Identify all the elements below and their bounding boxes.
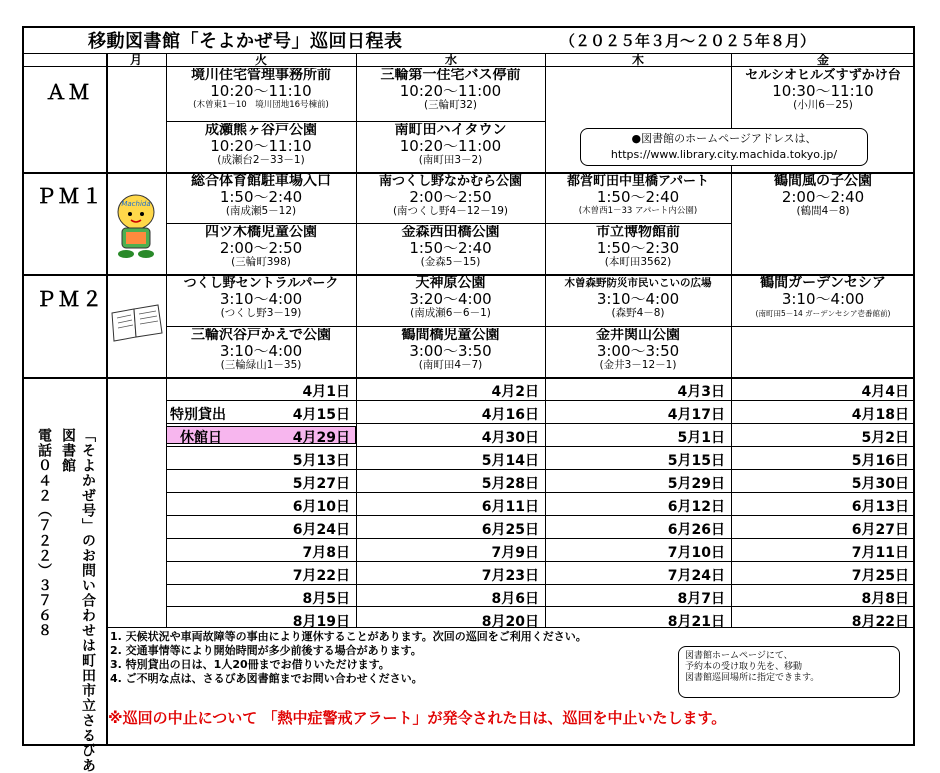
mascot-label: Machida bbox=[121, 200, 151, 208]
header-bottom-line bbox=[22, 66, 915, 67]
stop-time: 2:00～2:50 bbox=[219, 239, 303, 257]
note-item: 3. 特別貸出の日は、1人20冊までお借りいただけます。 bbox=[110, 658, 390, 671]
day-header-tue: 火 bbox=[254, 53, 267, 67]
date-wed: 6月25日 bbox=[481, 522, 539, 538]
slot-pm1: ＰＭ１ bbox=[36, 184, 105, 208]
stop-address: (金井3－12－1) bbox=[599, 359, 677, 371]
stop-am-fri-1 bbox=[731, 68, 915, 112]
stop-name: 四ツ木橋児童公園 bbox=[205, 225, 317, 240]
stop-address: (小川6－25) bbox=[793, 99, 853, 111]
date-tue: 5月27日 bbox=[292, 476, 350, 492]
heat-alert-notice: ※巡回の中止について 「熱中症警戒アラート」が発令された日は、巡回を中止いたします。 bbox=[108, 709, 727, 727]
stop-time: 3:10～4:00 bbox=[781, 290, 865, 308]
homepage-url[interactable]: https://www.library.city.machida.tokyo.jp/ bbox=[610, 148, 838, 161]
stop-name: 南つくし野なかむら公園 bbox=[378, 174, 522, 189]
stop-address: (南町田4－7) bbox=[418, 359, 483, 371]
stop-address: (三輪町32) bbox=[423, 99, 478, 111]
stop-pm1-tue-1 bbox=[166, 174, 356, 218]
stop-am-wed-1 bbox=[356, 68, 545, 112]
date-fri: 5月2日 bbox=[861, 430, 909, 446]
mascot-icon bbox=[112, 190, 160, 260]
day-header-fri: 金 bbox=[816, 53, 829, 67]
slot-am: ＡＭ bbox=[46, 80, 92, 104]
stop-name: 市立博物館前 bbox=[596, 225, 680, 240]
date-wed: 4月16日 bbox=[481, 407, 539, 423]
stop-pm1-wed-1 bbox=[356, 174, 545, 218]
stop-name: 鶴間橋児童公園 bbox=[401, 328, 500, 343]
date-wed: 8月20日 bbox=[481, 614, 539, 630]
stop-name: 成瀬熊ヶ谷戸公園 bbox=[205, 123, 317, 138]
date-thu: 8月21日 bbox=[667, 614, 725, 630]
contact-phone: 電話０４２（７２２）３７６８ bbox=[36, 428, 52, 638]
label-column-line bbox=[106, 53, 108, 746]
date-thu: 4月17日 bbox=[667, 407, 725, 423]
pm1-split-line bbox=[166, 223, 732, 224]
stop-time: 10:20～11:00 bbox=[399, 137, 502, 155]
pm2-split-line bbox=[166, 326, 915, 327]
stop-time: 1:50～2:30 bbox=[596, 239, 680, 257]
stop-address: (南成瀬5－12) bbox=[225, 205, 297, 217]
date-thu: 8月7日 bbox=[677, 591, 725, 607]
open-book-icon bbox=[108, 303, 164, 343]
contact-inquiry: 「そよかぜ号」のお問い合わせは町田市立さるびあ図書館 bbox=[60, 428, 96, 773]
stop-time: 3:10～4:00 bbox=[596, 290, 680, 308]
stop-time: 10:20～11:10 bbox=[210, 82, 312, 100]
date-fri: 8月8日 bbox=[861, 591, 909, 607]
date-tue: 6月24日 bbox=[292, 522, 350, 538]
notes-list bbox=[110, 630, 587, 686]
stop-pm2-wed-1 bbox=[356, 276, 545, 320]
pm2-dates-divider bbox=[22, 377, 915, 379]
date-tue: 4月29日 bbox=[292, 430, 350, 446]
stop-address: (森野4－8) bbox=[611, 307, 665, 319]
date-thu: 7月24日 bbox=[667, 568, 725, 584]
stop-pm1-wed-2 bbox=[356, 225, 545, 269]
date-wed: 5月28日 bbox=[481, 476, 539, 492]
stop-name: 鶴間ガーデンセシア bbox=[760, 276, 886, 291]
stop-name: 三輪第一住宅バス停前 bbox=[380, 68, 521, 83]
stop-time: 3:00～3:50 bbox=[596, 342, 680, 360]
date-wed: 7月23日 bbox=[481, 568, 539, 584]
stop-pm2-thu-2 bbox=[545, 328, 731, 372]
date-fri: 8月22日 bbox=[851, 614, 909, 630]
date-thu: 7月10日 bbox=[667, 545, 725, 561]
date-tue: 4月15日 bbox=[292, 407, 350, 423]
date-tue: 7月8日 bbox=[302, 545, 350, 561]
stop-time: 3:10～4:00 bbox=[219, 290, 303, 308]
reservation-line: 図書館ホームページにて、 bbox=[685, 651, 793, 661]
stop-time: 3:10～4:00 bbox=[219, 342, 303, 360]
page-title: 移動図書館「そよかぜ号」巡回日程表 bbox=[88, 31, 403, 52]
stop-time: 3:00～3:50 bbox=[409, 342, 492, 360]
date-fri: 7月11日 bbox=[851, 545, 909, 561]
stop-pm1-fri-1 bbox=[731, 174, 915, 218]
stop-time: 2:00～2:40 bbox=[781, 188, 865, 206]
date-tue: 8月19日 bbox=[292, 614, 350, 630]
date-fri: 5月16日 bbox=[851, 453, 909, 469]
stop-name: 鶴間風の子公園 bbox=[774, 174, 872, 189]
stop-pm1-tue-2 bbox=[166, 225, 356, 269]
stop-am-tue-1 bbox=[166, 68, 356, 112]
stop-time: 10:30～11:10 bbox=[772, 82, 874, 100]
date-tue: 6月10日 bbox=[292, 499, 350, 515]
stop-address: (木曽東1－10 境川団地16号棟前) bbox=[193, 100, 329, 110]
day-header-wed: 水 bbox=[444, 53, 457, 67]
stop-am-tue-2 bbox=[166, 123, 356, 167]
date-thu: 5月29日 bbox=[667, 476, 725, 492]
day-header-thu: 木 bbox=[631, 53, 644, 67]
stop-address: (南成瀬6－6－1) bbox=[410, 307, 491, 319]
stop-pm2-fri-1 bbox=[731, 276, 915, 320]
stop-address: (南町田5－14 ガーデンセシア壱番館前) bbox=[755, 309, 891, 318]
stop-name: 南町田ハイタウン bbox=[394, 123, 507, 138]
date-fri: 7月25日 bbox=[851, 568, 909, 584]
schedule-period: （２０２５年３月～２０２５年８月） bbox=[560, 32, 816, 50]
date-wed: 4月30日 bbox=[481, 430, 539, 446]
stop-am-wed-2 bbox=[356, 123, 545, 167]
stop-time: 1:50～2:40 bbox=[596, 188, 680, 206]
stop-time: 1:50～2:40 bbox=[219, 188, 303, 206]
stop-name: 総合体育館駐車場入口 bbox=[191, 174, 331, 189]
reservation-callout bbox=[678, 646, 900, 698]
stop-address: (つくし野3－19) bbox=[220, 307, 302, 319]
reservation-line: 図書館巡回場所に指定できます。 bbox=[685, 673, 820, 683]
closed-day-label: 休館日 bbox=[180, 430, 222, 446]
stop-pm1-thu-1 bbox=[545, 174, 731, 218]
stop-pm1-thu-2 bbox=[545, 225, 731, 269]
slot-pm2: ＰＭ２ bbox=[36, 287, 105, 311]
date-tue: 8月5日 bbox=[302, 591, 350, 607]
stop-address: (金森5－15) bbox=[420, 256, 481, 268]
stop-address: (鶴間4－8) bbox=[796, 205, 850, 217]
stop-name: 天神原公園 bbox=[415, 276, 486, 291]
date-thu: 5月15日 bbox=[667, 453, 725, 469]
day-header-mon: 月 bbox=[129, 53, 142, 67]
date-fri: 5月30日 bbox=[851, 476, 909, 492]
date-thu: 6月26日 bbox=[667, 522, 725, 538]
date-fri: 6月13日 bbox=[851, 499, 909, 515]
stop-name: 境川住宅管理事務所前 bbox=[191, 68, 331, 83]
stop-address: (南町田3－2) bbox=[418, 154, 483, 166]
stop-time: 1:50～2:40 bbox=[409, 239, 492, 257]
date-fri: 4月4日 bbox=[861, 384, 909, 400]
stop-address: (木曽西1－33 アパート内公園) bbox=[578, 206, 698, 216]
stop-time: 10:20～11:00 bbox=[399, 82, 502, 100]
homepage-callout-line1: ●図書館のホームページアドレスは、 bbox=[631, 132, 817, 145]
date-thu: 6月12日 bbox=[667, 499, 725, 515]
stop-name: 木曽森野防災市民いこいの広場 bbox=[564, 277, 712, 289]
note-item: 1. 天候状況や車両故障等の事由により運休することがあります。次回の巡回をご利用ください。 bbox=[110, 630, 587, 643]
date-wed: 6月11日 bbox=[481, 499, 539, 515]
stop-address: (本町田3562) bbox=[604, 256, 672, 268]
stop-address: (成瀬台2－33－1) bbox=[217, 154, 305, 166]
stop-time: 10:20～11:10 bbox=[210, 137, 312, 155]
note-item: 4. ご不明な点は、さるびあ図書館までお問い合わせください。 bbox=[110, 672, 423, 685]
stop-address: (三輪緑山1－35) bbox=[220, 359, 302, 371]
date-fri: 6月27日 bbox=[851, 522, 909, 538]
stop-pm2-tue-1 bbox=[166, 276, 356, 320]
date-thu: 5月1日 bbox=[677, 430, 725, 446]
reservation-line: 予約本の受け取り先を、移動 bbox=[685, 662, 803, 672]
stop-address: (南つくし野4－12－19) bbox=[392, 205, 509, 217]
date-wed: 5月14日 bbox=[481, 453, 539, 469]
stop-address: (三輪町398) bbox=[231, 256, 291, 268]
special-lending-label: 特別貸出 bbox=[170, 407, 226, 423]
stop-name: 三輪沢谷戸かえで公園 bbox=[191, 328, 331, 343]
stop-name: セルシオヒルズすずかけ台 bbox=[745, 68, 901, 83]
note-item: 2. 交通事情等により開始時間が多少前後する場合があります。 bbox=[110, 644, 422, 657]
stop-name: 金森西田橋公園 bbox=[401, 225, 500, 240]
date-thu: 4月3日 bbox=[677, 384, 725, 400]
date-tue: 5月13日 bbox=[292, 453, 350, 469]
stop-pm2-tue-2 bbox=[166, 328, 356, 372]
date-tue: 7月22日 bbox=[292, 568, 350, 584]
stop-name: つくし野セントラルパーク bbox=[183, 276, 339, 291]
stop-pm2-thu-1 bbox=[545, 276, 731, 320]
stop-time: 3:20～4:00 bbox=[409, 290, 492, 308]
date-tue: 4月1日 bbox=[302, 384, 350, 400]
date-wed: 8月6日 bbox=[491, 591, 539, 607]
stop-time: 2:00～2:50 bbox=[409, 188, 492, 206]
stop-pm2-wed-2 bbox=[356, 328, 545, 372]
stop-name: 金井関山公園 bbox=[596, 328, 680, 343]
date-fri: 4月18日 bbox=[851, 407, 909, 423]
date-wed: 4月2日 bbox=[491, 384, 539, 400]
stop-name: 都営町田中里橋アパート bbox=[567, 174, 709, 189]
date-wed: 7月9日 bbox=[491, 545, 539, 561]
homepage-callout bbox=[580, 128, 868, 166]
